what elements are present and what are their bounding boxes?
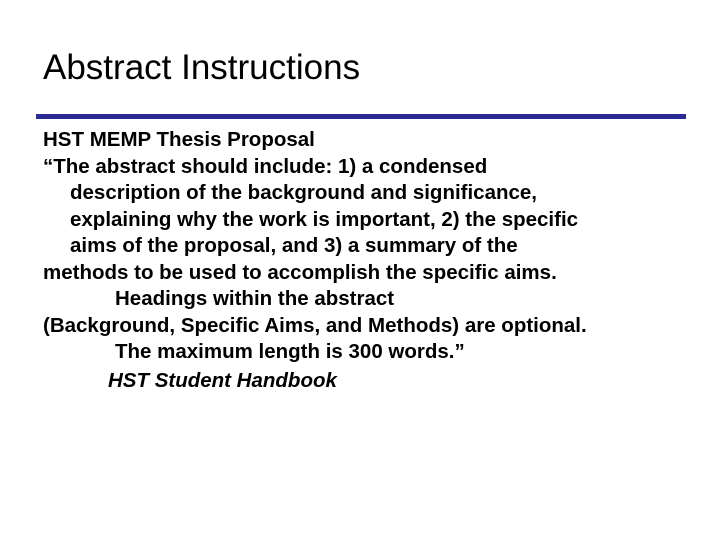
body-line: (Background, Specific Aims, and Methods) are optional.	[43, 313, 587, 337]
body-line: methods to be used to accomplish the specific aims.	[43, 260, 557, 284]
body-line: description of the background and significance,	[70, 181, 538, 204]
body-line: aims of the proposal, and 3) a summary of the	[70, 234, 518, 257]
title-divider	[36, 114, 686, 119]
body-line: Headings within the abstract	[115, 287, 395, 310]
body-line: “The abstract should include: 1) a condensed	[43, 154, 488, 178]
slide-title: Abstract Instructions	[43, 48, 361, 87]
body-line: explaining why the work is important, 2) the specific	[70, 207, 579, 231]
slide-body	[43, 127, 703, 394]
body-line: HST MEMP Thesis Proposal	[43, 128, 315, 151]
source-citation: HST Student Handbook	[108, 368, 337, 392]
body-line: The maximum length is 300 words.”	[115, 340, 465, 363]
